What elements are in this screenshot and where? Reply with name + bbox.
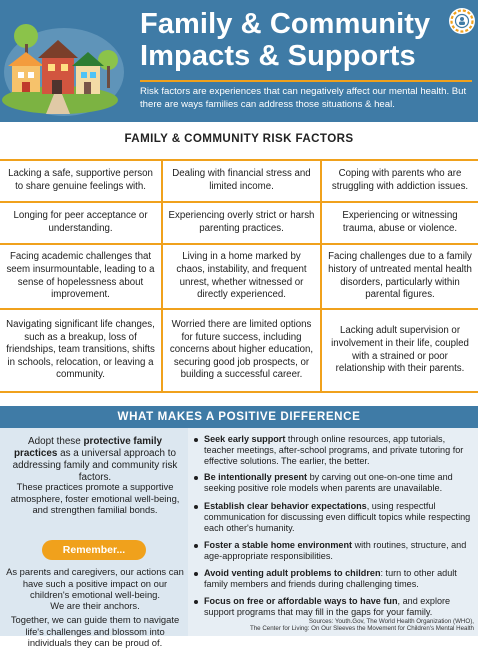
list-item [192,568,476,590]
practice-detail: through online resources, app tutorials, teacher meetings, after-school programs, and private tutoring for effective solutions. The earlier, the better. [204,434,464,466]
list-item [192,596,476,618]
community-gear-logo-icon [448,7,476,35]
intro-text-bold: protective family practices [14,436,162,459]
bullet-dot-icon [194,600,198,604]
risk-factor-cell: Experiencing overly strict or harsh parenting practices. [168,210,315,234]
guide-message: Together, we can guide them to navigate life's challenges and blossom into individuals they can be proud of. [10,614,180,648]
practice-title: Focus on free or affordable ways to have fun [204,596,398,606]
practices-benefits: These practices promote a supportive atmosphere, foster emotional well-being, and strengthen familial bonds. [10,481,180,515]
risk-factor-cell: Lacking a safe, supportive person to share genuine feelings with. [8,168,153,192]
page-title [140,8,440,72]
bullet-dot-icon [194,476,198,480]
positive-difference-heading: WHAT MAKES A POSITIVE DIFFERENCE [0,406,478,428]
risk-factor-cell: Worried there are limited options for future success, including concerns about higher education, securing good job prospects, or building a successful career. [169,319,314,381]
risk-factor-cell: Longing for peer acceptance or understanding. [13,210,148,234]
title-line-2: Impacts & Supports [140,40,416,72]
sources-line-2: The Center for Living: On Our Sleeves the Movement for Children's Mental Health [249,625,474,633]
risk-factor-cell: Experiencing or witnessing trauma, abuse or violence. [342,210,458,234]
title-line-1: Family & Community [140,8,431,40]
practices-intro [6,436,184,484]
risk-factor-cell: Facing academic challenges that seem insurmountable, leading to a sense of hopelessness about improvement. [6,251,155,301]
bullet-dot-icon [194,438,198,442]
risk-factor-cell: Living in a home marked by chaos, instability, and frequent unrest, whether witnessed or directly experienced. [176,251,307,301]
risk-factors-heading: FAMILY & COMMUNITY RISK FACTORS [124,132,354,145]
intro-text-end: as a universal approach to addressing family and community risk factors. [12,448,178,483]
practice-title: Foster a stable home environment [204,540,353,550]
grid-divider [0,391,478,393]
header-banner [0,0,478,122]
risk-factor-cell: Navigating significant life changes, such as a breakup, loss of friendships, team transitions, shifts in schools, relocation, or leaving a community. [6,319,155,381]
risk-factor-cell: Coping with parents who are struggling with addiction issues. [331,168,469,192]
practice-detail: , and explore support programs that may fill in the gaps for your family. [204,596,451,617]
list-item [192,472,476,494]
practice-detail: : turn to other adult family members and friends during challenging times. [204,568,457,589]
list-item [192,501,476,534]
list-item [192,434,476,467]
bullet-dot-icon [194,572,198,576]
bullet-dot-icon [194,544,198,548]
practice-detail: , using respectful communication for discussing even difficult topics while respecting each other's humanity. [204,501,471,533]
title-underline [140,80,472,82]
risk-factor-cell: Facing challenges due to a family history of untreated mental health disorders, particularly within parental figures. [328,251,472,301]
anchors-message: We are their anchors. [50,600,140,611]
sources-footnote [192,618,474,633]
list-item [192,540,476,562]
bullet-dot-icon [194,505,198,509]
practice-detail: with routines, structure, and age-appropriate responsibilities. [204,540,467,561]
intro-text-start: Adopt these [28,436,84,447]
risk-factor-cell: Lacking adult supervision or involvement in their life, coupled with a strained or poor relationship with their parents. [331,325,469,375]
positive-difference-section [0,406,478,648]
intro-text: Risk factors are experiences that can negatively affect our mental health. But there are ways families can address those situations & heal. [140,86,467,110]
practice-title: Seek early support [204,434,286,444]
caregiver-message: As parents and caregivers, our actions can have such a positive impact on our children's emotional well-being. [6,566,184,600]
practice-title: Establish clear behavior expectations [204,501,367,511]
practice-title: Be intentionally present [204,472,308,482]
practice-title: Avoid venting adult problems to children [204,568,381,578]
protective-practices-panel [0,428,188,648]
risk-factors-grid [0,159,478,393]
practice-detail: by carving out one-on-one time and seeking positive role models when parents are unavailable. [204,472,453,493]
risk-factor-cell: Dealing with financial stress and limited income. [172,168,311,192]
houses-and-trees-illustration [0,6,128,118]
sources-line-1: Sources: Youth.Gov, The World Health Organization (WHO), [308,618,474,625]
remember-badge: Remember... [42,540,146,560]
